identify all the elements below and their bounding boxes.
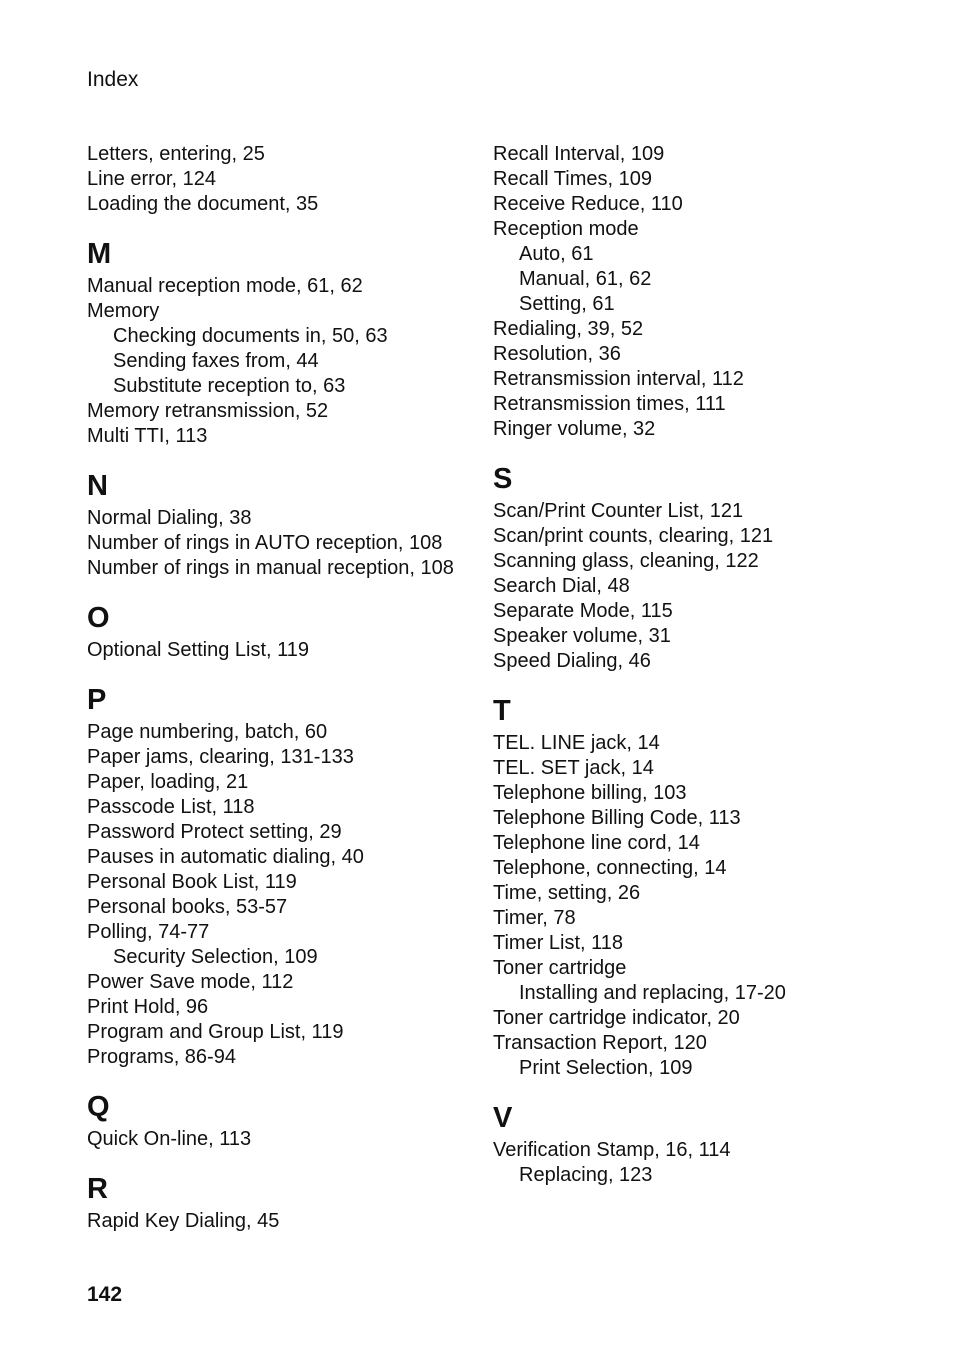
section-letter-t: T: [493, 695, 511, 727]
index-entry: Normal Dialing, 38: [87, 507, 252, 529]
section-letter-r: R: [87, 1173, 108, 1205]
index-entry: Resolution, 36: [493, 343, 621, 365]
index-subentry: Security Selection, 109: [113, 946, 318, 968]
page-number: 142: [87, 1283, 123, 1306]
index-entry: Telephone billing, 103: [493, 782, 687, 804]
index-entry: Power Save mode, 112: [87, 971, 294, 993]
index-entry: Scan/print counts, clearing, 121: [493, 525, 774, 547]
index-entry: Print Hold, 96: [87, 996, 209, 1018]
index-entry: Search Dial, 48: [493, 575, 630, 597]
index-entry: TEL. SET jack, 14: [493, 757, 654, 779]
index-entry: Scan/Print Counter List, 121: [493, 500, 744, 522]
index-entry: Letters, entering, 25: [87, 143, 265, 165]
index-entry: Memory: [87, 300, 160, 322]
section-letter-v: V: [493, 1102, 513, 1134]
index-entry: Speed Dialing, 46: [493, 650, 651, 672]
index-entry: Password Protect setting, 29: [87, 821, 342, 843]
index-entry: Pauses in automatic dialing, 40: [87, 846, 364, 868]
index-subentry: Print Selection, 109: [519, 1057, 693, 1079]
index-entry: Scanning glass, cleaning, 122: [493, 550, 759, 572]
index-subentry: Sending faxes from, 44: [113, 350, 319, 372]
index-entry: Loading the document, 35: [87, 193, 319, 215]
index-entry: Speaker volume, 31: [493, 625, 671, 647]
index-entry: Paper, loading, 21: [87, 771, 249, 793]
section-letter-m: M: [87, 238, 112, 270]
index-entry: Number of rings in manual reception, 108: [87, 557, 454, 579]
index-entry: Personal books, 53-57: [87, 896, 288, 918]
index-entry: Rapid Key Dialing, 45: [87, 1210, 280, 1232]
index-entry: Timer List, 118: [493, 932, 624, 954]
index-entry: Number of rings in AUTO reception, 108: [87, 532, 443, 554]
index-entry: Telephone line cord, 14: [493, 832, 700, 854]
index-column-left: [87, 142, 487, 1234]
index-entry: Reception mode: [493, 218, 639, 240]
index-column-right: [493, 142, 893, 1188]
index-entry: Passcode List, 118: [87, 796, 255, 818]
index-entry: Retransmission interval, 112: [493, 368, 744, 390]
index-entry: TEL. LINE jack, 14: [493, 732, 660, 754]
index-entry: Quick On-line, 113: [87, 1128, 252, 1150]
index-subentry: Setting, 61: [519, 293, 615, 315]
index-entry: Program and Group List, 119: [87, 1021, 344, 1043]
index-entry: Polling, 74-77: [87, 921, 210, 943]
index-subentry: Auto, 61: [519, 243, 594, 265]
index-entry: Manual reception mode, 61, 62: [87, 275, 363, 297]
section-letter-q: Q: [87, 1091, 110, 1123]
index-entry: Memory retransmission, 52: [87, 400, 329, 422]
index-entry: Page numbering, batch, 60: [87, 721, 328, 743]
page-header-title: Index: [87, 68, 139, 91]
index-subentry: Replacing, 123: [519, 1164, 653, 1186]
index-entry: Ringer volume, 32: [493, 418, 656, 440]
section-letter-n: N: [87, 470, 108, 502]
index-entry: Recall Interval, 109: [493, 143, 665, 165]
section-letter-s: S: [493, 463, 513, 495]
index-entry: Multi TTI, 113: [87, 425, 208, 447]
index-entry: Transaction Report, 120: [493, 1032, 707, 1054]
index-entry: Retransmission times, 111: [493, 393, 726, 415]
index-entry: Programs, 86-94: [87, 1046, 236, 1068]
index-subentry: Installing and replacing, 17-20: [519, 982, 786, 1004]
index-entry: Telephone, connecting, 14: [493, 857, 727, 879]
index-entry: Line error, 124: [87, 168, 216, 190]
index-entry: Receive Reduce, 110: [493, 193, 683, 215]
index-entry: Toner cartridge indicator, 20: [493, 1007, 740, 1029]
index-entry: Personal Book List, 119: [87, 871, 297, 893]
index-entry: Paper jams, clearing, 131-133: [87, 746, 354, 768]
index-entry: Toner cartridge: [493, 957, 627, 979]
section-letter-o: O: [87, 602, 110, 634]
index-subentry: Substitute reception to, 63: [113, 375, 346, 397]
index-subentry: Manual, 61, 62: [519, 268, 652, 290]
index-entry: Time, setting, 26: [493, 882, 641, 904]
index-entry: Telephone Billing Code, 113: [493, 807, 741, 829]
index-entry: Redialing, 39, 52: [493, 318, 644, 340]
index-entry: Separate Mode, 115: [493, 600, 673, 622]
index-entry: Optional Setting List, 119: [87, 639, 309, 661]
section-letter-p: P: [87, 684, 107, 716]
index-entry: Recall Times, 109: [493, 168, 652, 190]
index-entry: Verification Stamp, 16, 114: [493, 1139, 731, 1161]
index-subentry: Checking documents in, 50, 63: [113, 325, 388, 347]
index-entry: Timer, 78: [493, 907, 576, 929]
